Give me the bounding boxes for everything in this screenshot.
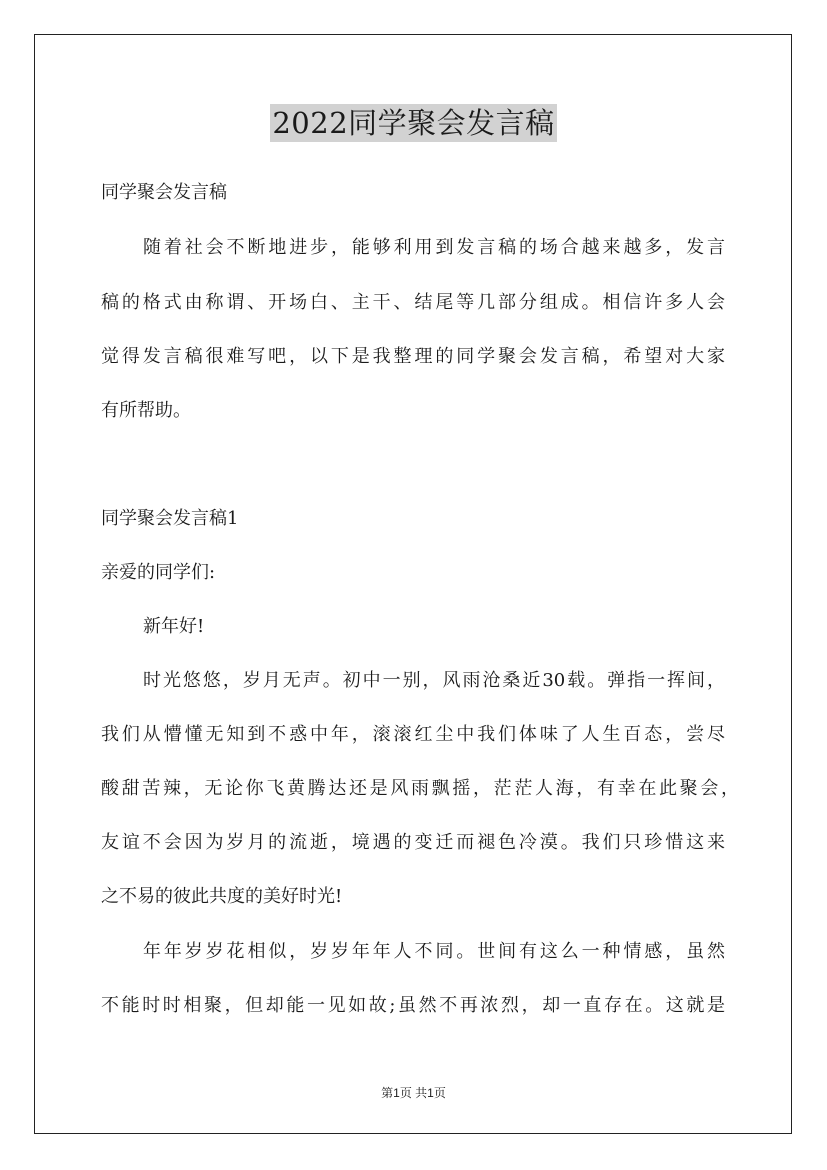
greeting: 新年好!	[143, 616, 205, 637]
title-container	[0, 104, 827, 142]
paragraph-line: 年年岁岁花相似，岁岁年年人不同。世间有这么一种情感，虽然	[143, 941, 725, 962]
intro-line: 有所帮助。	[101, 400, 191, 421]
salutation: 亲爱的同学们:	[101, 562, 216, 583]
paragraph-line: 时光悠悠，岁月无声。初中一别，风雨沧桑近30载。弹指一挥间，	[143, 670, 725, 691]
document-title: 2022同学聚会发言稿	[272, 106, 555, 140]
intro-line: 觉得发言稿很难写吧，以下是我整理的同学聚会发言稿，希望对大家	[101, 346, 725, 367]
paragraph-line: 酸甜苦辣，无论你飞黄腾达还是风雨飘摇，茫茫人海，有幸在此聚会，	[101, 778, 739, 799]
section-heading: 同学聚会发言稿1	[101, 508, 239, 529]
subtitle: 同学聚会发言稿	[101, 182, 227, 203]
paragraph-line: 之不易的彼此共度的美好时光!	[101, 886, 343, 907]
paragraph-line: 友谊不会因为岁月的流逝，境遇的变迁而褪色冷漠。我们只珍惜这来	[101, 832, 725, 853]
page-number-footer: 第1页 共1页	[381, 1086, 446, 1100]
intro-line: 随着社会不断地进步，能够利用到发言稿的场合越来越多，发言	[143, 237, 725, 258]
paragraph-line: 不能时时相聚，但却能一见如故;虽然不再浓烈，却一直存在。这就是	[101, 995, 725, 1016]
intro-line: 稿的格式由称谓、开场白、主干、结尾等几部分组成。相信许多人会	[101, 292, 725, 313]
paragraph-line: 我们从懵懂无知到不惑中年，滚滚红尘中我们体味了人生百态，尝尽	[101, 724, 725, 745]
